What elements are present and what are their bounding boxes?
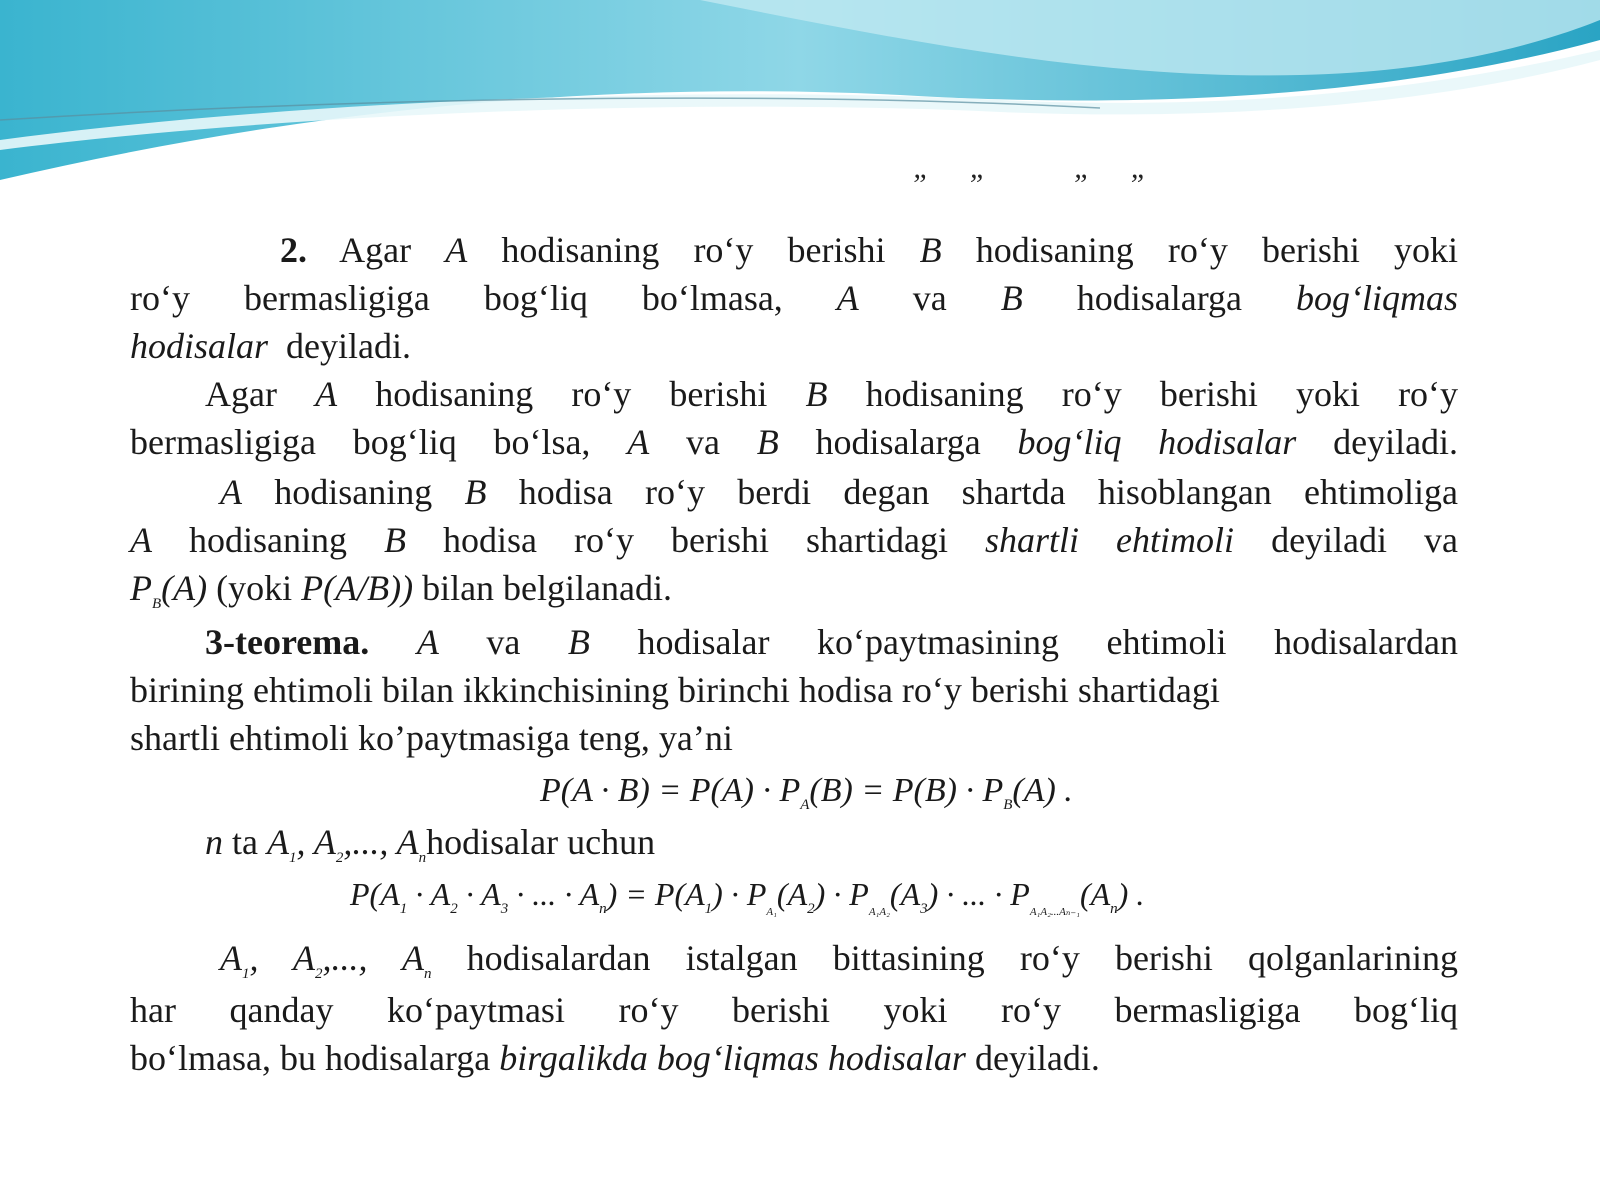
paragraph-1-line-1 [280, 228, 1458, 272]
paragraph-2-line-1 [205, 372, 1458, 416]
text: ta [232, 822, 258, 862]
theorem-line-1 [205, 620, 1458, 664]
text: bo‘lmasa, bu hodisalarga [130, 1038, 491, 1078]
paragraph-4-line-1 [220, 936, 1458, 996]
math: , A [296, 822, 336, 862]
text: va [685, 422, 720, 462]
var-a: A [315, 374, 338, 414]
math: (A) [161, 568, 208, 608]
math: ,..., A [343, 822, 419, 862]
var-p: P [130, 568, 152, 608]
text: hodisaning ro‘y berishi [501, 230, 886, 270]
text: hodisaning [189, 520, 348, 560]
math: ,..., A [322, 938, 424, 978]
var-b: B [756, 422, 779, 462]
text: deyiladi. [1333, 422, 1459, 462]
subscript: n [599, 901, 607, 917]
term-italic: bog‘liq hodisalar [1017, 422, 1297, 462]
subscript: 2 [335, 850, 344, 866]
subscript: 2 [807, 901, 815, 917]
var-b: B [567, 622, 590, 662]
math: , A [249, 938, 315, 978]
math: A [266, 822, 289, 862]
paragraph-1-line-2 [130, 276, 1458, 320]
term-italic: bog‘liqmas [1296, 278, 1459, 318]
var-a: A [627, 422, 650, 462]
subscript: 1 [399, 901, 408, 917]
subscript: n [423, 966, 432, 982]
paragraph-3-line-2 [130, 518, 1458, 562]
math: P(A · B) = P(A) · P [540, 772, 801, 809]
var-b: B [919, 230, 942, 270]
math: (A [889, 876, 921, 912]
text: va [912, 278, 947, 318]
formula-general-multiplication [350, 876, 1144, 918]
paragraph-4-line-2: har qanday ko‘paytmasi ro‘y berishi yoki ro‘y bermasligiga bog‘liq [130, 990, 1458, 1030]
math: · A [457, 876, 501, 912]
theorem-label: 3-teorema. [205, 622, 370, 662]
term-italic: hodisalar [130, 326, 269, 366]
text: hodisaning ro‘y berishi yoki [975, 230, 1459, 270]
subscript: 1 [242, 966, 250, 982]
text: bilan belgilanadi. [422, 568, 673, 608]
math: ) · P [814, 876, 869, 912]
subscript: n [418, 850, 427, 866]
text: va [486, 622, 521, 662]
text: hodisaning [274, 472, 433, 512]
text: hodisalarga [1076, 278, 1243, 318]
math: (A [776, 876, 808, 912]
text: hodisa ro‘y berishi shartidagi [443, 520, 948, 560]
subscript: 1 [704, 901, 713, 917]
var-a: A [836, 278, 859, 318]
var-a: A [130, 520, 152, 560]
var-b: B [1000, 278, 1023, 318]
text: Agar [205, 374, 277, 414]
subscript: 2 [314, 966, 323, 982]
text: deyiladi va [1271, 520, 1459, 560]
var-a: A [445, 230, 468, 270]
text: hodisa ro‘y berdi degan shartda hisoblangan ehtimoliga [518, 472, 1459, 512]
theorem-line-3: shartli ehtimoli ko’paytmasiga teng, ya’ni [130, 718, 733, 758]
text: hodisaning ro‘y berishi [375, 374, 768, 414]
math: ) = P(A [606, 876, 705, 912]
text: hodisaning ro‘y berishi yoki ro‘y [865, 374, 1459, 414]
math: A [220, 938, 242, 978]
var-n: n [205, 822, 223, 862]
var-b: B [464, 472, 487, 512]
text: Agar [339, 230, 412, 270]
var-b: B [384, 520, 407, 560]
paragraph-2-line-2 [130, 420, 1458, 464]
subscript: A₁A₂ [868, 906, 890, 918]
stray-quote-marks: ”” ”” [910, 168, 1185, 201]
text: hodisalardan istalgan bittasining ro‘y berishi qolganlarining [466, 938, 1458, 978]
text: hodisalar uchun [426, 822, 656, 862]
text: deyiladi. [286, 326, 411, 366]
math: · ... · A [508, 876, 600, 912]
text: hodisalar ko‘paytmasining ehtimoli hodisalardan [637, 622, 1459, 662]
theorem-line-2: birining ehtimoli bilan ikkinchisining birinchi hodisa ro‘y berishi shartidagi [130, 670, 1220, 710]
math: P(A/B)) [301, 568, 414, 608]
math: ) · P [712, 876, 767, 912]
text: ro‘y bermasligiga bog‘liq bo‘lmasa, [130, 278, 783, 318]
subscript: 1 [288, 850, 297, 866]
text: bermasligiga bog‘liq bo‘lsa, [130, 422, 591, 462]
term-italic: birgalikda bog‘liqmas hodisalar [499, 1038, 966, 1078]
text: hodisalarga [815, 422, 981, 462]
subscript: 2 [450, 901, 458, 917]
math: (A [1079, 876, 1111, 912]
subscript: A [800, 797, 810, 813]
subscript: 3 [920, 901, 928, 917]
subscript: B [152, 596, 162, 612]
subscript: n [1110, 901, 1118, 917]
math: P(A [350, 876, 400, 912]
paragraph-1-line-3 [130, 324, 1458, 368]
subscript: B [1003, 797, 1013, 813]
subscript: A₁A₂...Aₙ₋₁ [1029, 906, 1080, 918]
n-events-line [205, 820, 1533, 880]
math: (B) = P(B) · P [809, 772, 1004, 809]
term-italic: shartli ehtimoli [985, 520, 1235, 560]
subscript: A₁ [766, 906, 777, 918]
var-a: A [220, 472, 242, 512]
var-a: A [416, 622, 439, 662]
text: (yoki [216, 568, 293, 608]
item-number: 2. [280, 230, 307, 270]
paragraph-3-line-3 [130, 566, 1458, 626]
math: · A [407, 876, 451, 912]
paragraph-4-line-3 [130, 1036, 1458, 1080]
math: (A) . [1012, 772, 1073, 809]
subscript: 3 [500, 901, 509, 917]
formula-multiplication-rule [540, 772, 1073, 814]
text: deyiladi. [974, 1038, 1100, 1078]
var-b: B [805, 374, 828, 414]
paragraph-3-line-1 [220, 470, 1458, 514]
math: ) . [1117, 876, 1145, 912]
math: ) · ... · P [927, 876, 1030, 912]
